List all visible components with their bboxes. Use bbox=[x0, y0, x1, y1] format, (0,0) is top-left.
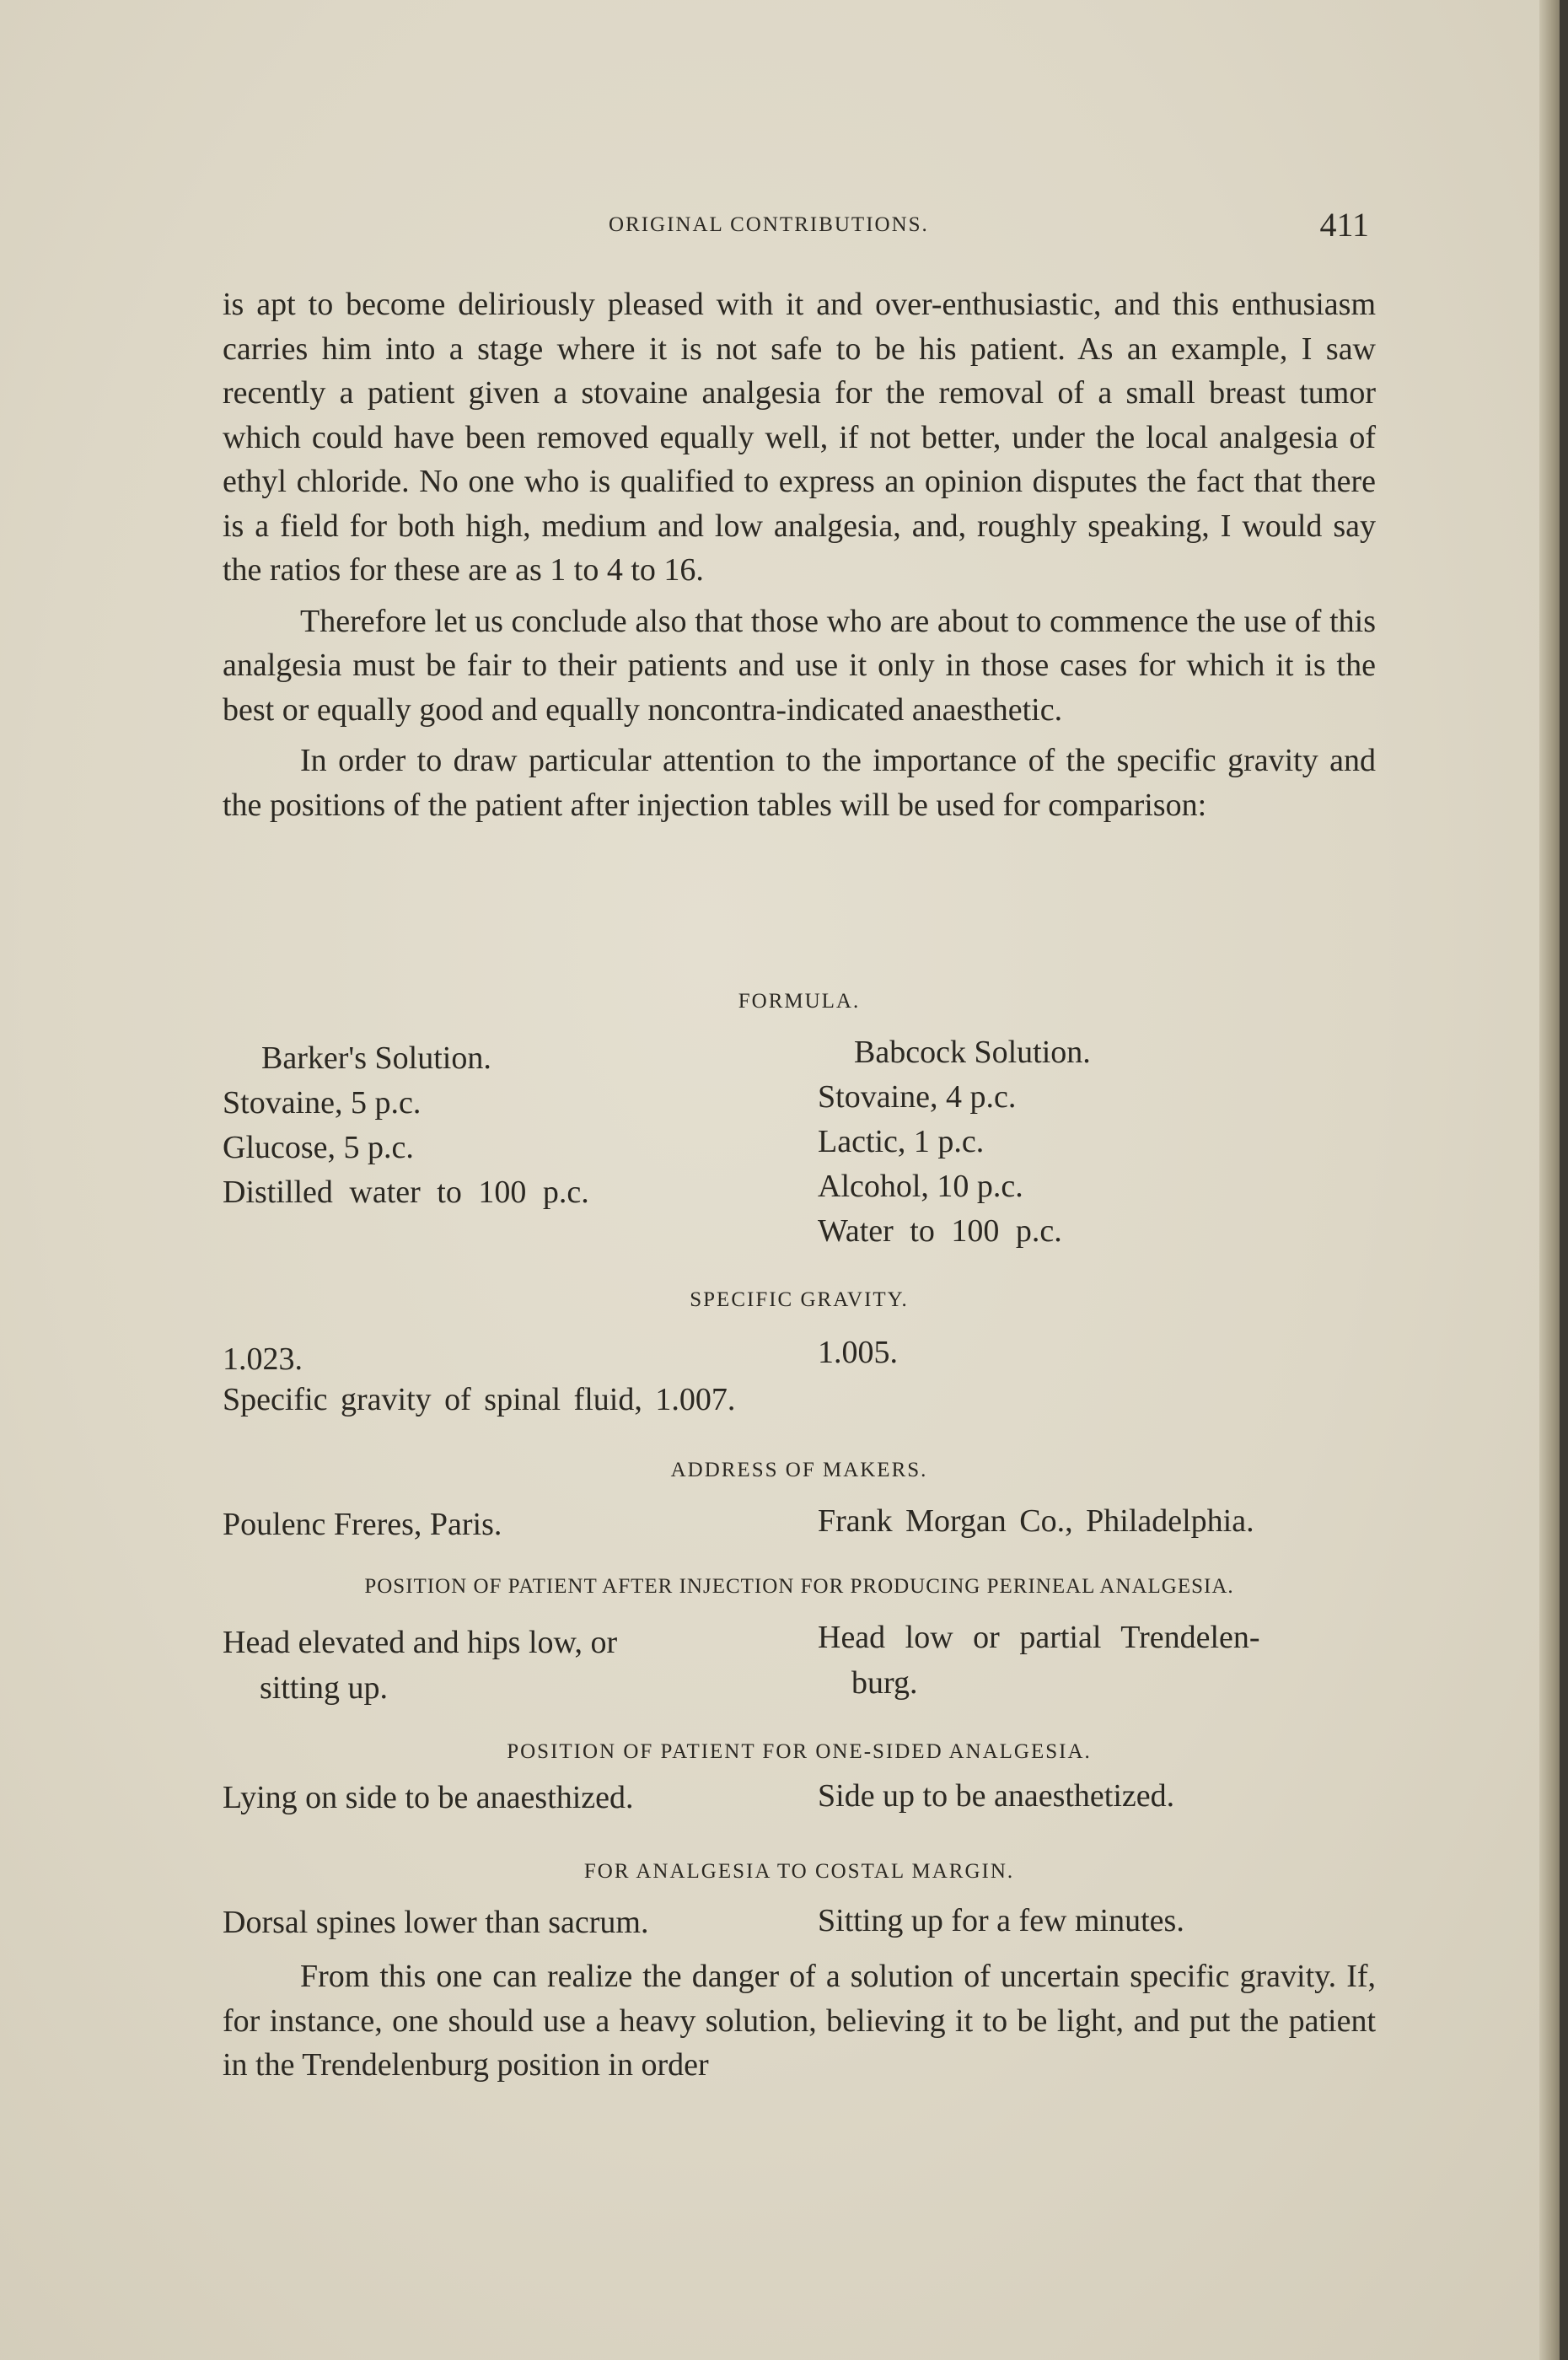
paragraph: is apt to become deliriously pleased with it and over-enthusiastic, and this enthusiasm carries him into a stage where it is not safe to be his patient. As an example, I saw recently a patient given a stovaine analgesia for the removal of a small breast tumor which could have been removed equally well, if not better, under the local analgesia of ethyl chloride. No one who is qualified to express an opinion disputes the fact that there is a field for both high, medium and low analgesia, and, roughly speaking, I would say the ratios for these are as 1 to 4 to 16. bbox=[223, 287, 1376, 588]
makers-heading: ADDRESS OF MAKERS. bbox=[670, 1459, 928, 1481]
formula-left-line: Glucose, 5 p.c. bbox=[223, 1130, 414, 1165]
binding-shadow bbox=[1560, 0, 1568, 2360]
perineal-heading: POSITION OF PATIENT AFTER INJECTION FOR PRODUCING PERINEAL ANALGESIA. bbox=[364, 1575, 1234, 1598]
formula-right-line: Stovaine, 4 p.c. bbox=[818, 1079, 1017, 1115]
specific-gravity-spinal: Specific gravity of spinal fluid, 1.007. bbox=[223, 1382, 736, 1417]
costal-right: Sitting up for a few minutes. bbox=[818, 1903, 1184, 1938]
makers-left: Poulenc Freres, Paris. bbox=[223, 1507, 502, 1542]
formula-right-line: Babcock Solution. bbox=[854, 1035, 1091, 1070]
specific-gravity-right: 1.005. bbox=[818, 1335, 898, 1370]
costal-left: Dorsal spines lower than sacrum. bbox=[223, 1905, 649, 1940]
makers-right: Frank Morgan Co., Philadelphia. bbox=[818, 1503, 1254, 1539]
perineal-right: burg. bbox=[851, 1665, 918, 1701]
formula-right-line: Lactic, 1 p.c. bbox=[818, 1124, 985, 1159]
formula-left-line: Barker's Solution. bbox=[261, 1040, 491, 1076]
formula-right-line: Water to 100 p.c. bbox=[818, 1213, 1062, 1249]
closing-text bbox=[223, 1954, 1376, 2088]
specific-gravity-heading: SPECIFIC GRAVITY. bbox=[690, 1288, 909, 1311]
formula-right-line: Alcohol, 10 p.c. bbox=[818, 1169, 1023, 1204]
one-sided-heading: POSITION OF PATIENT FOR ONE-SIDED ANALGESIA. bbox=[507, 1740, 1092, 1763]
paragraph: Therefore let us conclude also that those who are about to commence the use of this analgesia must be fair to their patients and use it only in those cases for which it is the best or equally good and equally noncontra-indicated anaesthetic. bbox=[223, 603, 1376, 728]
one-sided-right: Side up to be anaesthetized. bbox=[818, 1778, 1175, 1814]
specific-gravity-left: 1.023. bbox=[223, 1341, 303, 1377]
one-sided-left: Lying on side to be anaesthized. bbox=[223, 1780, 634, 1815]
formula-heading: FORMULA. bbox=[738, 990, 861, 1013]
page-header bbox=[221, 205, 1374, 249]
page-number: 411 bbox=[1319, 206, 1369, 244]
running-head: ORIGINAL CONTRIBUTIONS. bbox=[609, 213, 929, 236]
perineal-right: Head low or partial Trendelen- bbox=[818, 1620, 1260, 1655]
formula-left-line: Stovaine, 5 p.c. bbox=[223, 1085, 422, 1121]
paragraph: In order to draw particular attention to the importance of the specific gravity and the positions of the patient after injection tables will be used for comparison: bbox=[223, 743, 1376, 823]
body-text bbox=[223, 282, 1376, 827]
costal-heading: FOR ANALGESIA TO COSTAL MARGIN. bbox=[583, 1860, 1015, 1883]
perineal-left: sitting up. bbox=[260, 1670, 389, 1706]
formula-left-line: Distilled water to 100 p.c. bbox=[223, 1175, 589, 1210]
paragraph: From this one can realize the danger of a solution of uncertain specific gravity. If, for instance, one should use a heavy solution, believing it to be light, and put the patient in the Trendelenburg position in order bbox=[223, 1959, 1376, 2083]
perineal-left: Head elevated and hips low, or bbox=[223, 1625, 618, 1660]
